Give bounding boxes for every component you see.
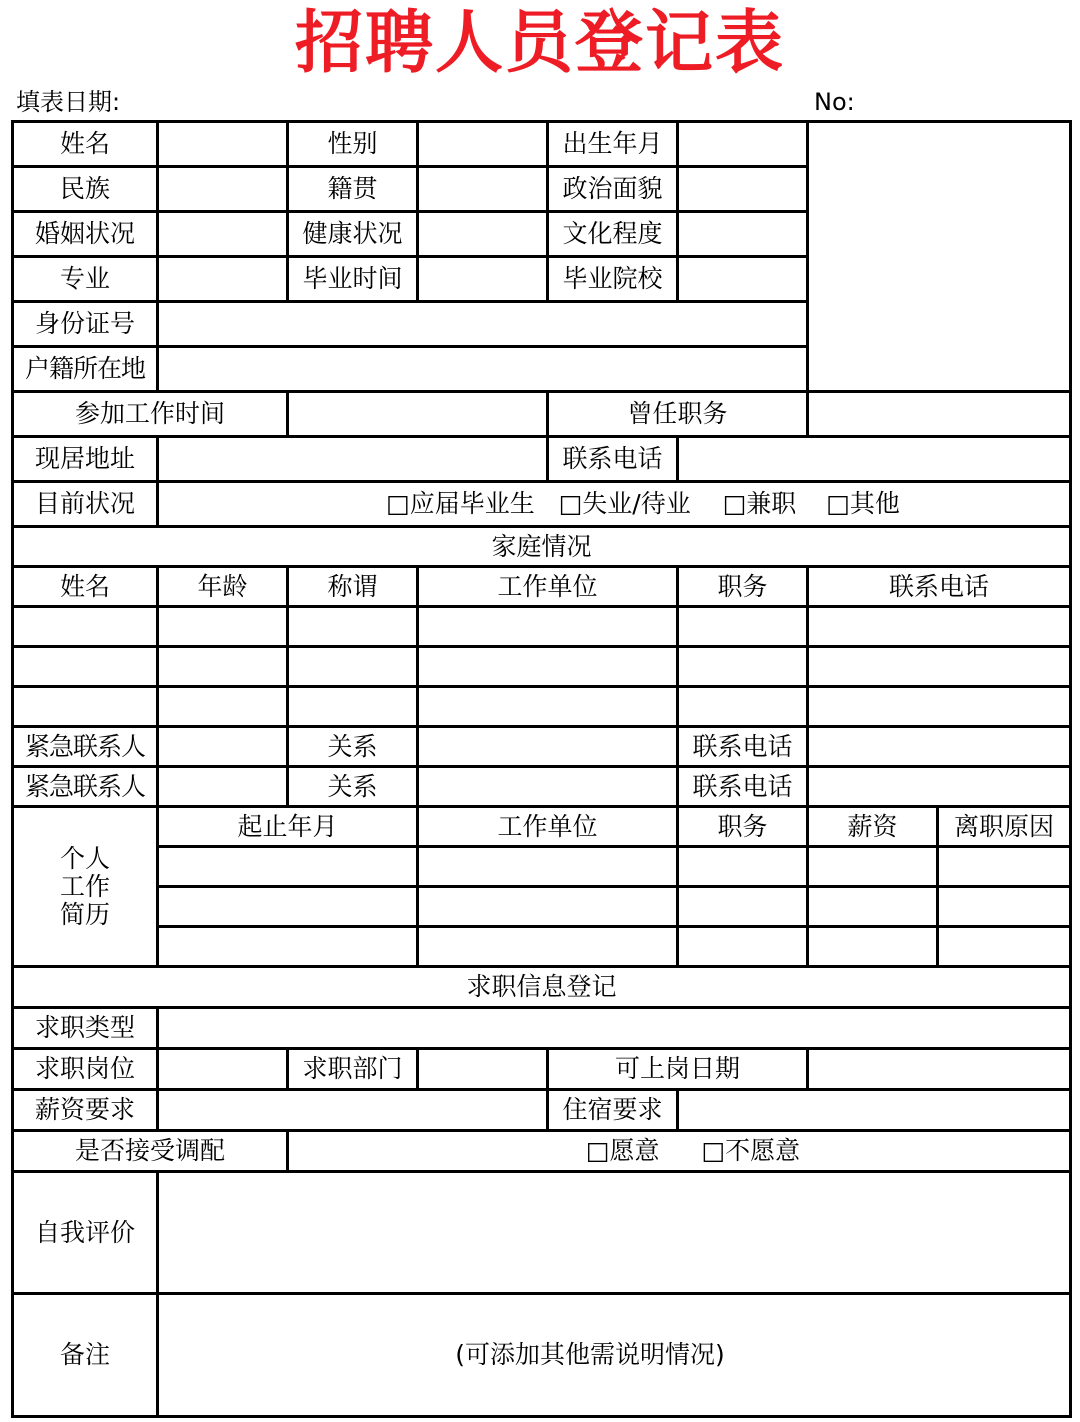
graduation-school-field[interactable] bbox=[678, 257, 808, 302]
marital-status-field[interactable] bbox=[158, 212, 288, 257]
work-period-field[interactable] bbox=[158, 927, 418, 967]
current-status-label: 目前状况 bbox=[13, 482, 158, 527]
row-job-type bbox=[13, 1008, 1071, 1049]
native-place-label: 籍贯 bbox=[288, 167, 418, 212]
row-job-position bbox=[13, 1049, 1071, 1090]
row-emergency-contact-2 bbox=[13, 767, 1071, 807]
family-age-field[interactable] bbox=[158, 687, 288, 727]
current-address-label: 现居地址 bbox=[13, 437, 158, 482]
phone-field[interactable] bbox=[678, 437, 1071, 482]
work-salary-field[interactable] bbox=[808, 927, 938, 967]
work-header-position: 职务 bbox=[678, 807, 808, 847]
gender-field[interactable] bbox=[418, 122, 548, 167]
work-history-row bbox=[13, 887, 1071, 927]
family-age-field[interactable] bbox=[158, 647, 288, 687]
former-position-field[interactable] bbox=[808, 392, 1071, 437]
graduation-time-field[interactable] bbox=[418, 257, 548, 302]
family-position-field[interactable] bbox=[678, 647, 808, 687]
education-field[interactable] bbox=[678, 212, 808, 257]
form-title: 招聘人员登记表 bbox=[294, 4, 785, 83]
name-field[interactable] bbox=[158, 122, 288, 167]
remarks-label: 备注 bbox=[13, 1294, 158, 1417]
row-current-status bbox=[13, 482, 1071, 527]
ethnicity-field[interactable] bbox=[158, 167, 288, 212]
row-address-phone bbox=[13, 437, 1071, 482]
family-header-position: 职务 bbox=[678, 567, 808, 607]
native-place-field[interactable] bbox=[418, 167, 548, 212]
row-family-headers bbox=[13, 567, 1071, 607]
family-employer-field[interactable] bbox=[418, 607, 678, 647]
work-position-field[interactable] bbox=[678, 887, 808, 927]
accept-transfer-label: 是否接受调配 bbox=[13, 1131, 288, 1172]
job-department-label: 求职部门 bbox=[288, 1049, 418, 1090]
work-employer-field[interactable] bbox=[418, 847, 678, 887]
family-position-field[interactable] bbox=[678, 607, 808, 647]
graduation-school-label: 毕业院校 bbox=[548, 257, 678, 302]
option-part-time[interactable]: □兼职 bbox=[722, 489, 797, 518]
family-employer-field[interactable] bbox=[418, 687, 678, 727]
work-salary-field[interactable] bbox=[808, 887, 938, 927]
row-emergency-contact-1 bbox=[13, 727, 1071, 767]
family-name-field[interactable] bbox=[13, 687, 158, 727]
major-label: 专业 bbox=[13, 257, 158, 302]
political-status-field[interactable] bbox=[678, 167, 808, 212]
work-header-employer: 工作单位 bbox=[418, 807, 678, 847]
family-relation-field[interactable] bbox=[288, 647, 418, 687]
emergency-contact-label: 紧急联系人 bbox=[13, 727, 158, 767]
emergency-phone-field[interactable] bbox=[808, 767, 1071, 807]
accommodation-requirement-label: 住宿要求 bbox=[548, 1090, 678, 1131]
emergency-relationship-label: 关系 bbox=[288, 727, 418, 767]
row-work-start bbox=[13, 392, 1071, 437]
phone-label: 联系电话 bbox=[548, 437, 678, 482]
job-department-field[interactable] bbox=[418, 1049, 548, 1090]
job-position-field[interactable] bbox=[158, 1049, 288, 1090]
emergency-contact-field[interactable] bbox=[158, 767, 288, 807]
work-start-time-field[interactable] bbox=[288, 392, 548, 437]
id-number-field[interactable] bbox=[158, 302, 808, 347]
work-history-row bbox=[13, 927, 1071, 967]
emergency-phone-label: 联系电话 bbox=[678, 767, 808, 807]
family-row bbox=[13, 607, 1071, 647]
work-leave-reason-field[interactable] bbox=[938, 887, 1071, 927]
family-header-name: 姓名 bbox=[13, 567, 158, 607]
health-status-field[interactable] bbox=[418, 212, 548, 257]
political-status-label: 政治面貌 bbox=[548, 167, 678, 212]
emergency-contact-label: 紧急联系人 bbox=[13, 767, 158, 807]
row-accept-transfer bbox=[13, 1131, 1071, 1172]
remarks-field[interactable] bbox=[158, 1294, 1071, 1417]
family-phone-field[interactable] bbox=[808, 687, 1071, 727]
work-history-label-line-3: 简历 bbox=[59, 899, 110, 929]
job-section-title: 求职信息登记 bbox=[13, 967, 1071, 1008]
remarks-placeholder: (可添加其他需说明情况) bbox=[455, 1340, 725, 1369]
family-header-employer: 工作单位 bbox=[418, 567, 678, 607]
current-address-field[interactable] bbox=[158, 437, 548, 482]
marital-status-label: 婚姻状况 bbox=[13, 212, 158, 257]
work-employer-field[interactable] bbox=[418, 927, 678, 967]
work-leave-reason-field[interactable] bbox=[938, 847, 1071, 887]
work-header-period: 起止年月 bbox=[158, 807, 418, 847]
job-type-label: 求职类型 bbox=[13, 1008, 158, 1049]
family-header-relation: 称谓 bbox=[288, 567, 418, 607]
option-willing[interactable]: □愿意 bbox=[585, 1136, 660, 1165]
family-header-age: 年龄 bbox=[158, 567, 288, 607]
option-unemployed[interactable]: □失业/待业 bbox=[558, 489, 691, 518]
family-position-field[interactable] bbox=[678, 687, 808, 727]
accept-transfer-options bbox=[288, 1131, 1071, 1172]
row-family-title bbox=[13, 527, 1071, 567]
birth-label: 出生年月 bbox=[548, 122, 678, 167]
emergency-phone-field[interactable] bbox=[808, 727, 1071, 767]
work-start-time-label: 参加工作时间 bbox=[13, 392, 288, 437]
id-number-label: 身份证号 bbox=[13, 302, 158, 347]
family-relation-field[interactable] bbox=[288, 607, 418, 647]
family-relation-field[interactable] bbox=[288, 687, 418, 727]
family-name-field[interactable] bbox=[13, 647, 158, 687]
salary-requirement-field[interactable] bbox=[158, 1090, 548, 1131]
family-row bbox=[13, 687, 1071, 727]
health-status-label: 健康状况 bbox=[288, 212, 418, 257]
option-other[interactable]: □其他 bbox=[826, 489, 900, 518]
salary-requirement-label: 薪资要求 bbox=[13, 1090, 158, 1131]
row-work-history-headers bbox=[13, 807, 1071, 847]
job-position-label: 求职岗位 bbox=[13, 1049, 158, 1090]
self-evaluation-field[interactable] bbox=[158, 1172, 1071, 1294]
work-history-label-line-2: 工作 bbox=[59, 871, 110, 901]
education-label: 文化程度 bbox=[548, 212, 678, 257]
emergency-relationship-label: 关系 bbox=[288, 767, 418, 807]
form-number-label: No: bbox=[814, 88, 855, 116]
row-self-evaluation bbox=[13, 1172, 1071, 1294]
graduation-time-label: 毕业时间 bbox=[288, 257, 418, 302]
work-period-field[interactable] bbox=[158, 847, 418, 887]
work-history-row bbox=[13, 847, 1071, 887]
family-employer-field[interactable] bbox=[418, 647, 678, 687]
available-date-field[interactable] bbox=[808, 1049, 1071, 1090]
work-leave-reason-field[interactable] bbox=[938, 927, 1071, 967]
accommodation-requirement-field[interactable] bbox=[678, 1090, 1071, 1131]
self-evaluation-label: 自我评价 bbox=[13, 1172, 158, 1294]
job-type-field[interactable] bbox=[158, 1008, 1071, 1049]
available-date-label: 可上岗日期 bbox=[548, 1049, 808, 1090]
family-row bbox=[13, 647, 1071, 687]
emergency-phone-label: 联系电话 bbox=[678, 727, 808, 767]
photo-box[interactable] bbox=[808, 122, 1071, 392]
fill-date-label: 填表日期: bbox=[16, 88, 121, 116]
emergency-contact-field[interactable] bbox=[158, 727, 288, 767]
row-name-gender-birth bbox=[13, 122, 1071, 167]
emergency-relationship-field[interactable] bbox=[418, 767, 678, 807]
registration-table bbox=[11, 120, 1072, 1418]
name-label: 姓名 bbox=[13, 122, 158, 167]
household-location-field[interactable] bbox=[158, 347, 808, 392]
family-phone-field[interactable] bbox=[808, 607, 1071, 647]
former-position-label: 曾任职务 bbox=[548, 392, 808, 437]
family-phone-field[interactable] bbox=[808, 647, 1071, 687]
work-header-salary: 薪资 bbox=[808, 807, 938, 847]
work-history-label-line-1: 个人 bbox=[59, 843, 110, 873]
gender-label: 性别 bbox=[288, 122, 418, 167]
birth-field[interactable] bbox=[678, 122, 808, 167]
work-position-field[interactable] bbox=[678, 847, 808, 887]
work-period-field[interactable] bbox=[158, 887, 418, 927]
row-salary-accommodation bbox=[13, 1090, 1071, 1131]
option-unwilling[interactable]: □不愿意 bbox=[701, 1136, 801, 1165]
work-salary-field[interactable] bbox=[808, 847, 938, 887]
work-header-leave-reason: 离职原因 bbox=[938, 807, 1071, 847]
emergency-relationship-field[interactable] bbox=[418, 727, 678, 767]
work-position-field[interactable] bbox=[678, 927, 808, 967]
current-status-options bbox=[158, 482, 1071, 527]
household-location-label: 户籍所在地 bbox=[13, 347, 158, 392]
family-header-phone: 联系电话 bbox=[808, 567, 1071, 607]
family-name-field[interactable] bbox=[13, 607, 158, 647]
row-remarks bbox=[13, 1294, 1071, 1417]
option-fresh-graduate[interactable]: □应届毕业生 bbox=[386, 489, 535, 518]
work-history-label bbox=[13, 807, 158, 967]
ethnicity-label: 民族 bbox=[13, 167, 158, 212]
family-section-title: 家庭情况 bbox=[13, 527, 1071, 567]
major-field[interactable] bbox=[158, 257, 288, 302]
family-age-field[interactable] bbox=[158, 607, 288, 647]
work-employer-field[interactable] bbox=[418, 887, 678, 927]
row-job-title bbox=[13, 967, 1071, 1008]
